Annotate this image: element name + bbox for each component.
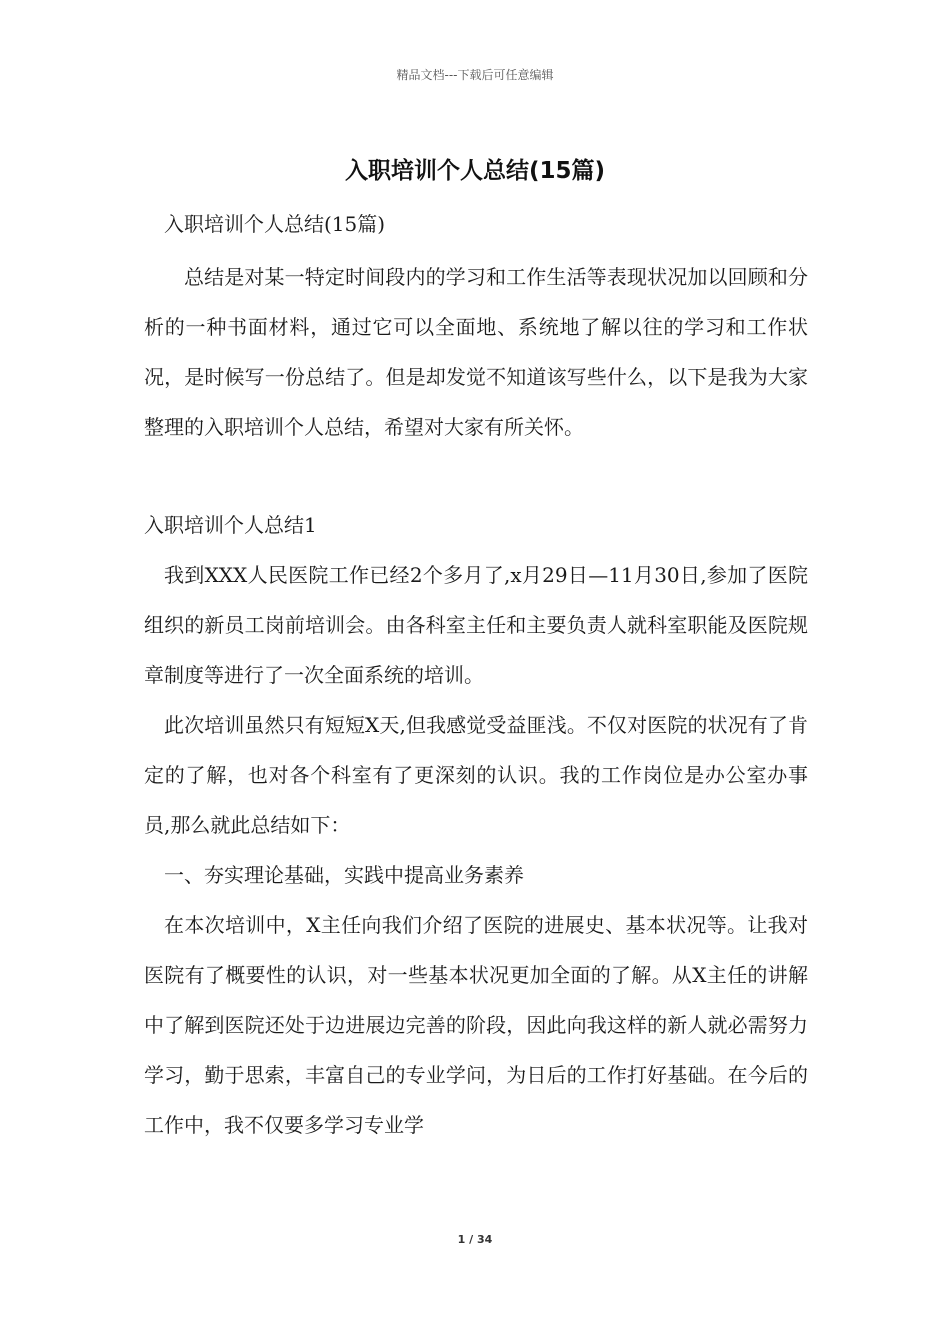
section-heading: 入职培训个人总结1: [144, 513, 317, 537]
intro-paragraph: 总结是对某一特定时间段内的学习和工作生活等表现状况加以回顾和分析的一种书面材料，通过它可以全面地、系统地了解以往的学习和工作状况，是时候写一份总结了。但是却发觉不知道该写些什么，以下是我为大家整理的入职培训个人总结，希望对大家有所关怀。: [144, 265, 808, 439]
document-body: [144, 206, 808, 1150]
document-title: 入职培训个人总结(15篇): [344, 158, 606, 184]
document-subtitle: 入职培训个人总结(15篇): [164, 212, 386, 236]
subsection-heading: 一、夯实理论基础，实践中提高业务素养: [164, 863, 524, 887]
body-paragraph: 我到XXX人民医院工作已经2个多月了,x月29日—11月30日,参加了医院组织的新员工岗前培训会。由各科室主任和主要负责人就科室职能及医院规章制度等进行了一次全面系统的培训。: [144, 563, 808, 687]
header-note: 精品文档---下载后可任意编辑: [396, 68, 554, 82]
body-paragraph: 在本次培训中，X主任向我们介绍了医院的进展史、基本状况等。让我对医院有了概要性的认识，对一些基本状况更加全面的了解。从X主任的讲解中了解到医院还处于边进展边完善的阶段，因此向我这样的新人就必需努力学习，勤于思索，丰富自己的专业学问，为日后的工作打好基础。在今后的工作中，我不仅要多学习专业学: [144, 913, 808, 1137]
page-number: 1 / 34: [457, 1233, 493, 1246]
body-paragraph: 此次培训虽然只有短短X天,但我感觉受益匪浅。不仅对医院的状况有了肯定的了解，也对各个科室有了更深刻的认识。我的工作岗位是办公室办事员,那么就此总结如下：: [144, 713, 808, 837]
